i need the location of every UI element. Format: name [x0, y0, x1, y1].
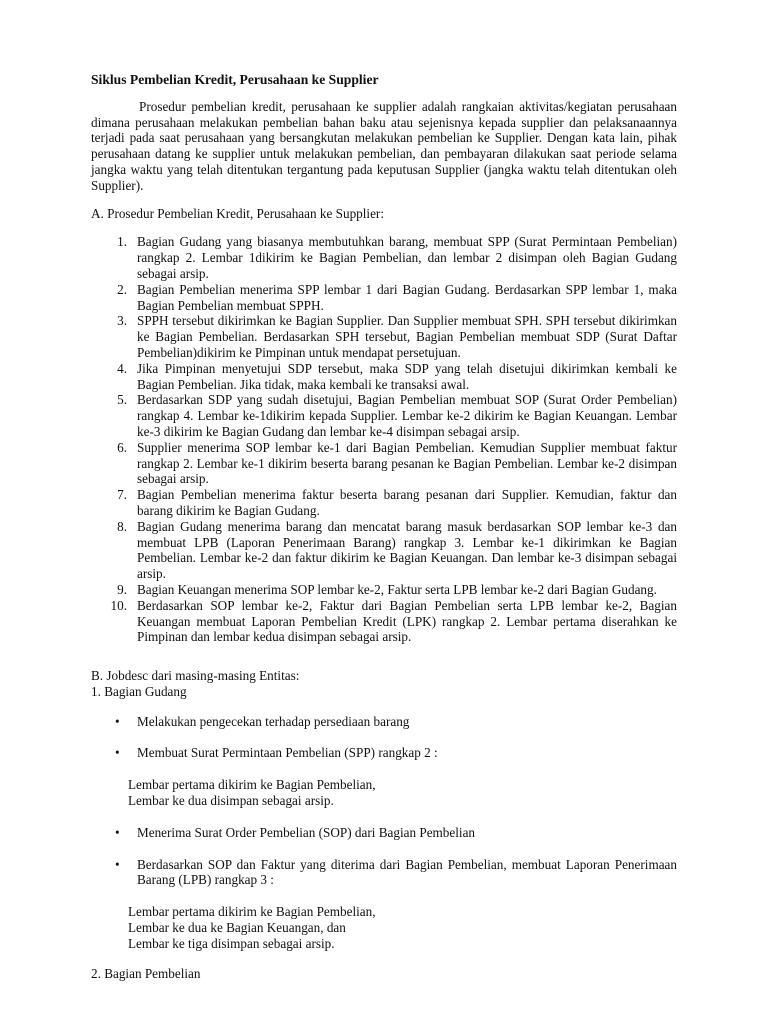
step-text: SPPH tersebut dikirimkan ke Bagian Supplier. Dan Supplier membuat SPH. SPH tersebut dikirimkan ke Bagian Pembelian. Berdasarkan SPH tersebut, Bagian Pembelian membuat SDP (Surat Daftar Pembelian)dikirim ke Pimpinan untuk mendapat persetujuan. — [137, 313, 677, 360]
step-number: 10. — [110, 597, 127, 613]
step-number: 9. — [117, 581, 127, 597]
procedure-step — [91, 282, 677, 314]
step-number: 8. — [117, 518, 127, 534]
step-number: 4. — [117, 360, 127, 376]
jobdesc-item — [91, 825, 677, 841]
procedure-step — [91, 519, 677, 582]
spp-distribution-lines — [91, 777, 677, 809]
step-text: Bagian Keuangan menerima SOP lembar ke-2, Faktur serta LPB lembar ke-2 dari Bagian Gudang. — [137, 581, 657, 597]
distribution-line: Lembar ke tiga disimpan sebagai arsip. — [128, 935, 335, 951]
distribution-line: Lembar ke dua ke Bagian Keuangan, dan — [128, 920, 346, 936]
step-text: Berdasarkan SOP lembar ke-2, Faktur dari Bagian Pembelian serta LPB lembar ke-2, Bagian Keuangan membuat Laporan Pembelian Kredit (LPK) rangkap 2. Lembar pertama diserahkan ke Pimpinan dan lembar kedua disimpan sebagai arsip. — [137, 597, 677, 645]
jobdesc-item — [91, 857, 677, 889]
step-number: 7. — [117, 487, 127, 503]
gudang-jobdesc-list-2 — [91, 745, 677, 761]
distribution-line: Lembar ke dua disimpan sebagai arsip. — [128, 793, 334, 809]
step-number: 3. — [117, 313, 127, 329]
procedure-step — [91, 313, 677, 360]
jobdesc-text: Melakukan pengecekan terhadap persediaan barang — [137, 713, 410, 729]
jobdesc-item — [91, 714, 677, 730]
step-text: Bagian Pembelian menerima faktur beserta barang pesanan dari Supplier. Kemudian, faktur dan barang dikirim ke Bagian Gudang. — [137, 487, 677, 518]
bagian-gudang-heading: 1. Bagian Gudang — [91, 683, 187, 699]
jobdesc-item — [91, 745, 677, 761]
bullet-icon: • — [115, 824, 120, 840]
procedure-step — [91, 440, 677, 487]
procedure-step — [91, 361, 677, 393]
step-number: 2. — [117, 281, 127, 297]
distribution-line: Lembar pertama dikirim ke Bagian Pembelian, — [128, 904, 376, 920]
step-number: 1. — [117, 234, 127, 250]
step-text: Bagian Pembelian menerima SPP lembar 1 dari Bagian Gudang. Berdasarkan SPP lembar 1, maka Bagian Pembelian membuat SPPH. — [137, 281, 677, 313]
procedure-steps-list — [91, 234, 677, 645]
bullet-icon: • — [115, 713, 120, 729]
procedure-step — [91, 234, 677, 281]
step-number: 5. — [117, 392, 127, 408]
document-page — [91, 72, 677, 981]
step-text: Bagian Gudang yang biasanya membutuhkan barang, membuat SPP (Surat Permintaan Pembelian) rangkap 2. Lembar 1dikirim ke Bagian Pembelian, dan lembar 2 disimpan oleh Bagian Gudang sebagai arsip. — [137, 234, 677, 281]
procedure-step — [91, 392, 677, 439]
section-b-heading: B. Jobdesc dari masing-masing Entitas: — [91, 668, 300, 684]
step-text: Jika Pimpinan menyetujui SDP tersebut, maka SDP yang telah disetujui dikirimkan kembali ke Bagian Pembelian. Jika tidak, maka kembali ke transaksi awal. — [137, 360, 677, 392]
bullet-icon: • — [115, 745, 120, 761]
jobdesc-text: Menerima Surat Order Pembelian (SOP) dari Bagian Pembelian — [137, 824, 476, 840]
procedure-step — [91, 487, 677, 519]
intro-paragraph: Prosedur pembelian kredit, perusahaan ke supplier adalah rangkaian aktivitas/kegiatan perusahaan dimana perusahaan melakukan pembelian bahan baku atau sejenisnya kepada supplier dan pelaksanaannya terjadi pada saat perusahaan yang bersangkutan melakukan pembelian ke Supplier. Dengan kata lain, pihak perusahaan datang ke supplier untuk melakukan pembelian, dan pembayaran dilakukan saat periode selama jangka waktu yang telah ditentukan tergantung pada keputusan Supplier (jangka waktu telah ditentukan oleh Supplier). — [91, 98, 677, 193]
step-text: Berdasarkan SDP yang sudah disetujui, Bagian Pembelian membuat SOP (Surat Order Pembelian) rangkap 4. Lembar ke-1dikirim kepada Supplier. Lembar ke-2 dikirim ke Bagian Keuangan. Lembar ke-3 dikirim ke Bagian Gudang dan lembar ke-4 disimpan sebagai arsip. — [137, 392, 677, 439]
procedure-step — [91, 598, 677, 645]
jobdesc-text: Membuat Surat Permintaan Pembelian (SPP) rangkap 2 : — [137, 745, 438, 761]
step-number: 6. — [117, 439, 127, 455]
gudang-jobdesc-list-4 — [91, 857, 677, 889]
section-a-heading: A. Prosedur Pembelian Kredit, Perusahaan ke Supplier: — [91, 205, 384, 221]
distribution-line: Lembar pertama dikirim ke Bagian Pembelian, — [128, 777, 376, 793]
step-text: Supplier menerima SOP lembar ke-1 dari Bagian Pembelian. Kemudian Supplier membuat faktur rangkap 2. Lembar ke-1 dikirim beserta barang pesanan ke Bagian Pembelian. Lembar ke-2 disimpan sebagai arsip. — [137, 439, 677, 487]
step-text: Bagian Gudang menerima barang dan mencatat barang masuk berdasarkan SOP lembar ke-3 dan membuat LPB (Laporan Penerimaan Barang) rangkap 3. Lembar ke-1 dikirimkan ke Bagian Pembelian. Lembar ke-2 dan faktur dikirim ke Bagian Keuangan. Dan lembar ke-3 disimpan sebagai arsip. — [137, 518, 677, 582]
gudang-jobdesc-list — [91, 714, 677, 730]
jobdesc-text: Berdasarkan SOP dan Faktur yang diterima dari Bagian Pembelian, membuat Laporan Penerimaan Barang (LPB) rangkap 3 : — [137, 856, 677, 888]
bagian-pembelian-heading: 2. Bagian Pembelian — [91, 965, 201, 981]
gudang-jobdesc-list-3 — [91, 825, 677, 841]
lpb-distribution-lines — [91, 904, 677, 951]
bullet-icon: • — [115, 856, 120, 872]
procedure-step — [91, 582, 677, 598]
document-title: Siklus Pembelian Kredit, Perusahaan ke Supplier — [91, 72, 379, 87]
